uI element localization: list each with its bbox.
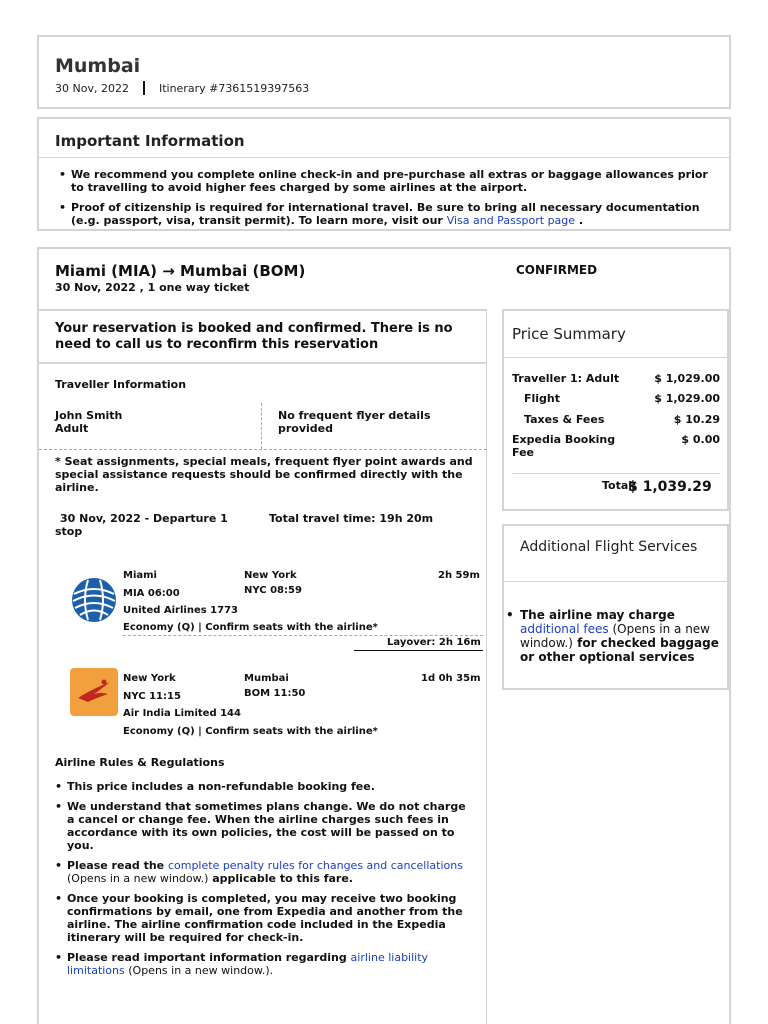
route-title: Miami (MIA) → Mumbai (BOM) xyxy=(55,262,306,280)
list-item xyxy=(55,800,473,852)
air-india-logo xyxy=(70,668,118,716)
rule-text: This price includes a non-refundable booking fee. xyxy=(67,780,375,793)
visa-passport-link[interactable]: Visa and Passport page xyxy=(446,214,576,227)
rule-text: We understand that sometimes plans change. We do not charge a cancel or change fee. When the airline charges such fees in accordance with its own policies, the cost will be passed on to you. xyxy=(67,800,466,852)
segment2-cabin: Economy (Q) | Confirm seats with the airline* xyxy=(123,726,378,737)
column-divider xyxy=(486,309,487,1024)
confirmation-message: Your reservation is booked and confirmed. There is no need to call us to reconfirm this reservation xyxy=(55,321,453,352)
departure-title: 30 Nov, 2022 - Departure 1 stop xyxy=(55,512,228,538)
list-item xyxy=(55,859,473,885)
new-window-note: (Opens in a new window.) xyxy=(520,622,710,650)
penalty-rules-link[interactable]: complete penalty rules for changes and cancellations xyxy=(167,859,463,872)
divider xyxy=(504,581,727,582)
total-travel-time: Total travel time: 19h 20m xyxy=(269,512,434,525)
services-list xyxy=(504,608,719,664)
important-information xyxy=(37,117,731,231)
route-subtitle: 30 Nov, 2022 , 1 one way ticket xyxy=(55,281,250,294)
rules-heading: Airline Rules & Regulations xyxy=(55,756,225,769)
service-text-end: for checked baggage or other optional services xyxy=(520,636,719,664)
item-text: We recommend you complete online check-in and pre-purchase all extras or baggage allowances prior to travelling to avoid higher fees charged by some airlines at the airport. xyxy=(71,168,708,194)
traveller-details xyxy=(55,409,122,435)
price-label: Expedia Booking Fee xyxy=(512,433,616,459)
price-value: $ 1,029.00 xyxy=(654,372,720,385)
itinerary-meta xyxy=(55,81,309,95)
segment1-from-city: Miami xyxy=(123,570,157,581)
important-list xyxy=(59,168,719,234)
divider xyxy=(39,157,729,158)
list-item xyxy=(55,951,473,977)
important-title: Important Information xyxy=(55,132,245,150)
united-airlines-logo xyxy=(70,576,118,624)
new-window-note: (Opens in a new window.). xyxy=(124,964,274,977)
rule-text: Once your booking is completed, you may receive two booking confirmations by email, one from Expedia and another from the airline. The airline confirmation code included in the Expedia itinerary will be required for check-in. xyxy=(67,892,463,944)
liability-limitations-link[interactable]: airline liability limitations xyxy=(67,951,429,977)
segment2-to-city: Mumbai xyxy=(244,673,289,684)
segment1-duration: 2h 59m xyxy=(438,570,480,581)
confirmation-banner xyxy=(39,309,487,364)
new-window-note: (Opens in a new window.) xyxy=(67,872,209,885)
price-label: Flight xyxy=(524,392,561,405)
segment1-to-city: New York xyxy=(244,570,297,581)
booking-fee-row xyxy=(512,433,720,459)
segment1-departure: MIA 06:00 xyxy=(123,588,180,599)
flight-price-row xyxy=(512,392,720,405)
segment2-duration: 1d 0h 35m xyxy=(421,673,481,684)
price-value: $ 0.00 xyxy=(681,433,720,446)
segment1-cabin: Economy (Q) | Confirm seats with the airline* xyxy=(123,622,378,633)
segment2-arrival: BOM 11:50 xyxy=(244,688,306,699)
segment2-from-city: New York xyxy=(123,673,176,684)
services-title: Additional Flight Services xyxy=(520,539,698,555)
price-value: $ 1,029.00 xyxy=(654,392,720,405)
traveller-name: John Smith xyxy=(55,409,123,422)
service-text: The airline may charge xyxy=(520,608,675,622)
divider xyxy=(39,449,487,450)
price-summary xyxy=(502,309,729,511)
list-item xyxy=(55,892,473,944)
segment2-departure: NYC 11:15 xyxy=(123,691,181,702)
frequent-flyer-info: No frequent flyer details provided xyxy=(278,409,431,435)
destination-title: Mumbai xyxy=(55,55,141,77)
additional-fees-link[interactable]: additional fees xyxy=(520,622,609,636)
price-label: Taxes & Fees xyxy=(524,413,605,426)
item-text-end: . xyxy=(575,214,584,227)
price-label: Traveller 1: Adult xyxy=(512,372,620,385)
itinerary-header xyxy=(37,35,731,109)
rule-text: Please read the xyxy=(67,859,168,872)
traveller-type: Adult xyxy=(55,422,89,435)
total-value: $ 1,039.29 xyxy=(628,479,712,495)
price-value: $ 10.29 xyxy=(673,413,720,426)
divider xyxy=(123,635,483,636)
layover-rule xyxy=(354,650,483,651)
segment2-airline: Air India Limited 144 xyxy=(123,708,241,719)
layover-time: Layover: 2h 16m xyxy=(387,637,481,648)
segment1-airline: United Airlines 1773 xyxy=(123,605,238,616)
divider xyxy=(512,473,720,474)
list-item xyxy=(55,780,473,793)
rules-list xyxy=(55,780,473,984)
rule-text-end: applicable to this fare. xyxy=(208,872,353,885)
segment1-arrival: NYC 08:59 xyxy=(244,585,302,596)
additional-services xyxy=(502,524,729,690)
separator xyxy=(143,81,145,95)
booking-status: CONFIRMED xyxy=(516,263,598,277)
traveller-note: * Seat assignments, special meals, frequent flyer point awards and special assistance requests should be confirmed directly with the airline. xyxy=(55,455,473,494)
list-item xyxy=(59,201,719,227)
traveller-heading: Traveller Information xyxy=(55,378,187,391)
divider xyxy=(504,357,727,358)
traveller-price-row xyxy=(512,372,720,385)
taxes-price-row xyxy=(512,413,720,426)
divider xyxy=(261,403,262,449)
list-item xyxy=(504,608,719,664)
trip-date: 30 Nov, 2022 xyxy=(55,81,129,95)
total-label: Total: xyxy=(602,479,637,492)
price-title: Price Summary xyxy=(512,325,626,343)
rule-text: Please read important information regarding xyxy=(67,951,351,964)
itinerary-number: Itinerary #7361519397563 xyxy=(158,81,310,95)
list-item xyxy=(59,168,719,194)
item-text: Proof of citizenship is required for international travel. Be sure to bring all necessary documentation (e.g. passport, visa, transit permit). To learn more, visit our xyxy=(71,201,700,227)
